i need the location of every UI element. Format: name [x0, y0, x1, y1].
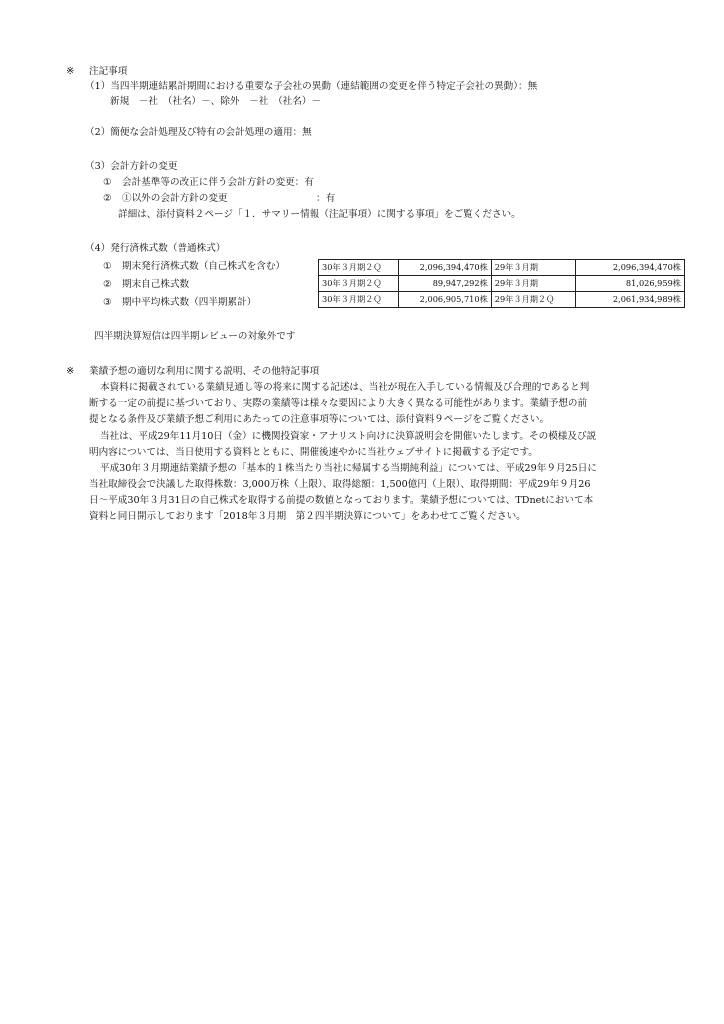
note-item-3a: 会計基準等の改正に伴う会計方針の変更：有 [122, 177, 314, 188]
period-cell: 29年３月期２Ｑ [491, 292, 575, 308]
period-cell: 29年３月期 [491, 260, 575, 276]
forecast-mark: ※ [66, 366, 75, 377]
shares-table [318, 259, 685, 308]
period-cell: 30年３月期２Ｑ [319, 292, 399, 308]
note-item-2: （2）簡便な会計処理及び特有の会計処理の適用：無 [85, 127, 312, 138]
forecast-line: 明内容については、当日使用する資料とともに、開催後速やかに当社ウェブサイトに掲載する予定です。 [89, 447, 538, 458]
value-cell: 2,061,934,989株 [575, 292, 684, 308]
shares-row-3-number: ③ [103, 297, 112, 308]
period-cell: 30年３月期２Ｑ [319, 260, 399, 276]
value-cell: 2,096,394,470株 [575, 260, 684, 276]
shares-row-3-label: 期中平均株式数（四半期累計） [122, 297, 257, 308]
forecast-line: 本資料に掲載されている業績見通し等の将来に関する記述は、当社が現在入手している情報及び合理的であると判 [100, 382, 590, 393]
shares-row-1-number: ① [103, 261, 112, 272]
table-row [319, 292, 685, 308]
value-cell: 2,096,394,470株 [398, 260, 491, 276]
value-cell: 89,947,292株 [398, 276, 491, 292]
note-item-3a-number: ① [103, 177, 112, 188]
value-cell: 81,026,959株 [575, 276, 684, 292]
forecast-line: 日～平成30年３月31日の自己株式を取得する前提の数値となっております。業績予想については、TDnetにおいて本 [89, 495, 594, 506]
shares-row-2-label: 期末自己株式数 [122, 279, 190, 290]
forecast-line: 提となる条件及び業績予想ご利用にあたっての注意事項等については、添付資料９ページをご覧ください。 [89, 414, 550, 425]
forecast-line: 資料と同日開示しております「2018年３月期 第２四半期決算について」をあわせてご覧ください。 [89, 511, 526, 522]
shares-row-2-number: ② [103, 279, 112, 290]
forecast-line: 当社は、平成29年11月10日（金）に機関投資家・アナリスト向けに決算説明会を開催いたします。その模様及び説 [100, 431, 597, 442]
shares-row-1-label: 期末発行済株式数（自己株式を含む） [122, 261, 286, 272]
note-item-3: （3）会計方針の変更 [85, 161, 178, 172]
period-cell: 30年３月期２Ｑ [319, 276, 399, 292]
table-row [319, 260, 685, 276]
value-cell: 2,006,905,710株 [398, 292, 491, 308]
forecast-line: 平成30年３月期連結業績予想の「基本的１株当たり当社に帰属する当期純利益」については、平成29年９月25日に [100, 463, 597, 474]
forecast-line: 断する一定の前提に基づいており、実際の業績等は様々な要因により大きく異なる可能性があります。業績予想の前 [89, 398, 588, 409]
review-note: 四半期決算短信は四半期レビューの対象外です [94, 331, 296, 342]
note-mark: ※ [66, 66, 75, 77]
note-item-1-detail: 新規 －社 （社名）－、除外 －社 （社名）－ [110, 96, 322, 107]
table-row [319, 276, 685, 292]
forecast-line: 当社取締役会で決議した取得株数：3,000万株（上限）、取得総額：1,500億円（上限）、取得期間：平成29年９月26 [89, 479, 591, 490]
note-item-3b-number: ② [103, 193, 112, 204]
period-cell: 29年３月期 [491, 276, 575, 292]
note-item-3-detail: 詳細は、添付資料２ページ「１．サマリー情報（注記事項）に関する事項」をご覧ください。 [118, 209, 521, 220]
note-item-3b-label: ①以外の会計方針の変更 [122, 193, 228, 204]
note-item-4: （4）発行済株式数（普通株式） [85, 243, 226, 254]
notes-heading: 注記事項 [89, 66, 128, 77]
note-item-1: （1）当四半期連結累計期間における重要な子会社の異動（連結範囲の変更を伴う特定子会社の異動）：無 [85, 81, 538, 92]
note-item-3b-value: ：有 [316, 193, 336, 204]
forecast-heading: 業績予想の適切な利用に関する説明、その他特記事項 [89, 366, 320, 377]
